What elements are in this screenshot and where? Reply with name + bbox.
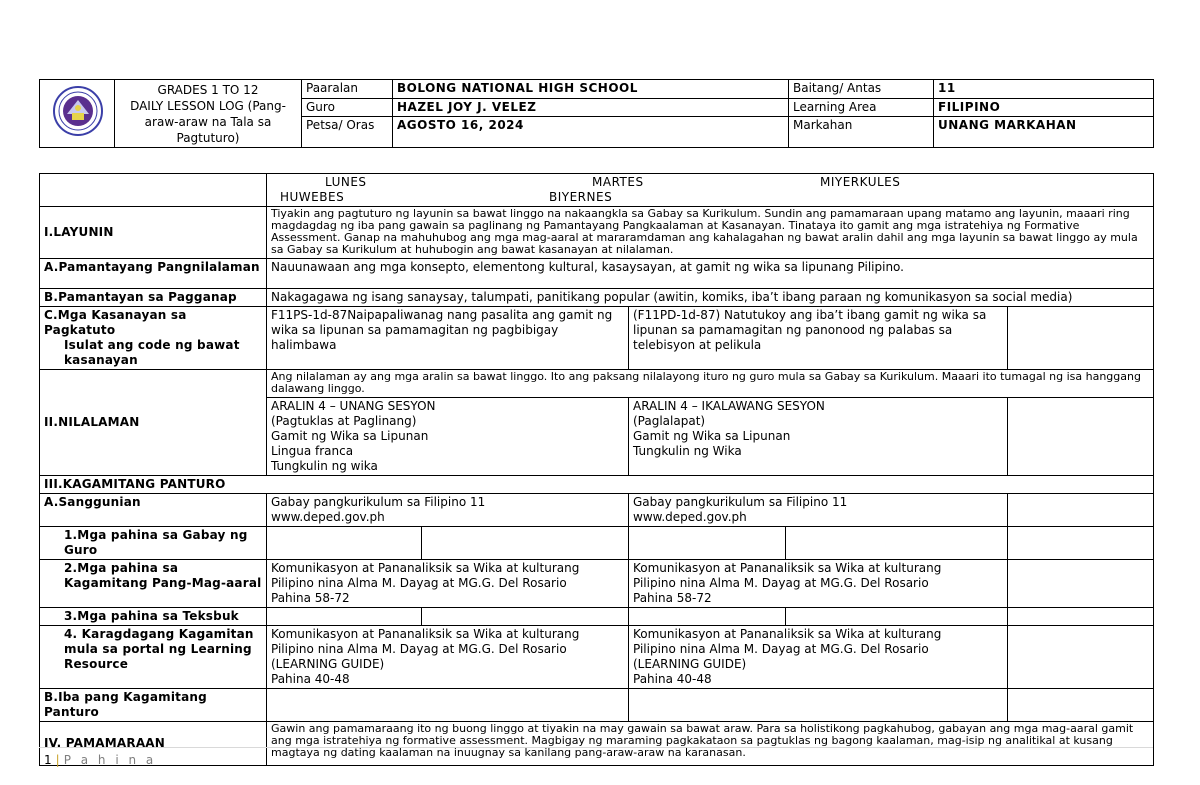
sanggunian-label: A.Sanggunian	[40, 494, 267, 527]
footer-separator: |	[55, 753, 60, 767]
log-title-line: Pagtuturo)	[176, 131, 240, 145]
pamantayang-pangnilalaman-label: A.Pamantayang Pangnilalaman	[40, 259, 267, 289]
gabay-cell	[629, 527, 786, 560]
kasanayan-label-note: Isulat ang code ng bawat kasanayan	[64, 338, 240, 367]
days-blank-cell	[40, 174, 267, 207]
layunin-label: I.LAYUNIN	[40, 207, 267, 259]
karagdagan-line: (LEARNING GUIDE)	[633, 657, 747, 671]
log-title	[115, 80, 302, 148]
nilalaman-line: (Paglalapat)	[633, 414, 706, 428]
sanggunian-col3	[1008, 494, 1154, 527]
nilalaman-line: Tungkulin ng wika	[271, 459, 378, 473]
nilalaman-col3	[1008, 398, 1154, 476]
iba-pang-kagamitan-label: B.Iba pang Kagamitang Panturo	[40, 689, 267, 722]
karagdagan-line: Pahina 40-48	[271, 672, 350, 686]
karagdagan-line: Pilipino nina Alma M. Dayag at MG.G. Del Rosario	[271, 642, 567, 656]
deped-seal-icon	[53, 86, 103, 136]
karagdagan-col2	[629, 626, 1008, 689]
karagdagan-line: Komunikasyon at Pananaliksik sa Wika at kulturang	[633, 627, 942, 641]
sanggunian-col1	[267, 494, 629, 527]
kagamitang-line: Komunikasyon at Pananaliksik sa Wika at kulturang	[633, 561, 942, 575]
quarter-value: UNANG MARKAHAN	[934, 117, 1154, 148]
pamantayan-sa-pagganap-text: Nakagagawa ng isang sanaysay, talumpati, panitikang popular (awitin, komiks, iba’t ibang paraan ng komunikasyon sa social media)	[267, 289, 1154, 307]
learning-area-value: FILIPINO	[934, 98, 1154, 117]
nilalaman-line: Lingua franca	[271, 444, 354, 458]
school-label: Paaralan	[302, 80, 393, 99]
nilalaman-line: Gamit ng Wika sa Lipunan	[271, 429, 429, 443]
day-martes: MARTES	[592, 175, 644, 189]
kagamitang-line: Pahina 58-72	[633, 591, 712, 605]
kagamitang-col1	[267, 560, 629, 608]
teacher-label: Guro	[302, 98, 393, 117]
kagamitang-line: Pahina 58-72	[271, 591, 350, 605]
gabay-label: 1.Mga pahina sa Gabay ng Guro	[40, 527, 267, 560]
kasanayan-label	[40, 307, 267, 370]
kasanayan-col2: (F11PD-1d-87) Natutukoy ang iba’t ibang gamit ng wika sa lipunan sa pamamagitan ng panonood ng palabas sa telebisyon at pelikula	[629, 307, 1008, 370]
nilalaman-line: ARALIN 4 – IKALAWANG SESYON	[633, 399, 825, 413]
log-title-line: araw-araw na Tala sa	[144, 115, 272, 129]
day-miyerkules: MIYERKULES	[820, 175, 901, 189]
log-title-line: DAILY LESSON LOG (Pang-	[130, 99, 286, 113]
kagamitang-line: Komunikasyon at Pananaliksik sa Wika at kulturang	[271, 561, 580, 575]
karagdagan-line: Pahina 40-48	[633, 672, 712, 686]
learning-area-label: Learning Area	[789, 98, 934, 117]
teksbuk-cell	[1008, 608, 1154, 626]
teksbuk-label: 3.Mga pahina sa Teksbuk	[40, 608, 267, 626]
header-table	[39, 79, 1154, 148]
kasanayan-label-title: C.Mga Kasanayan sa Pagkatuto	[44, 308, 187, 337]
date-value: AGOSTO 16, 2024	[393, 117, 789, 148]
karagdagan-col3	[1008, 626, 1154, 689]
nilalaman-label: II.NILALAMAN	[40, 370, 267, 476]
pamamaraan-label: IV. PAMAMARAAN	[40, 722, 267, 766]
grade-value: 11	[934, 80, 1154, 99]
day-huwebes: HUWEBES	[280, 190, 345, 204]
page-label: P a h i n a	[63, 753, 157, 767]
pamamaraan-text: Gawin ang pamamaraang ito ng buong linggo at tiyakin na may gawain sa bawat araw. Para sa holistikong pagkahubog, gabayan ang mga mag-aaral gamit ang mga istratehiya ng formative assessment. Magbigay ng maraming pagkakataon sa pagtuklas ng bagong kaalaman, mag-isip ng analitikal at kusang magtaya ng dating kaalaman na inuugnay sa kanilang pang-araw-araw na karanasan.	[267, 722, 1154, 766]
sanggunian-line: Gabay pangkurikulum sa Filipino 11	[271, 495, 486, 509]
nilalaman-line: (Pagtuklas at Paglinang)	[271, 414, 417, 428]
nilalaman-line: Tungkulin ng Wika	[633, 444, 742, 458]
teksbuk-cell	[629, 608, 786, 626]
karagdagan-col1	[267, 626, 629, 689]
iba-cell	[267, 689, 629, 722]
pamantayang-pangnilalaman-text: Nauunawaan ang mga konsepto, elementong kultural, kasaysayan, at gamit ng wika sa lipunang Pilipino.	[267, 259, 1154, 289]
nilalaman-line: ARALIN 4 – UNANG SESYON	[271, 399, 436, 413]
nilalaman-line: Gamit ng Wika sa Lipunan	[633, 429, 791, 443]
kagamitang-col3	[1008, 560, 1154, 608]
kagamitang-mag-aaral-label: 2.Mga pahina sa Kagamitang Pang-Mag-aaral	[40, 560, 267, 608]
sanggunian-line: Gabay pangkurikulum sa Filipino 11	[633, 495, 848, 509]
teacher-value: HAZEL JOY J. VELEZ	[393, 98, 789, 117]
date-label: Petsa/ Oras	[302, 117, 393, 148]
kagamitang-col2	[629, 560, 1008, 608]
days-header	[267, 174, 1154, 207]
grade-label: Baitang/ Antas	[789, 80, 934, 99]
pamantayan-sa-pagganap-label: B.Pamantayan sa Pagganap	[40, 289, 267, 307]
kasanayan-col3	[1008, 307, 1154, 370]
sanggunian-col2	[629, 494, 1008, 527]
kagamitang-line: Pilipino nina Alma M. Dayag at MG.G. Del Rosario	[633, 576, 929, 590]
karagdagan-line: (LEARNING GUIDE)	[271, 657, 385, 671]
page-number: 1	[44, 753, 52, 767]
day-biyernes: BIYERNES	[549, 190, 613, 204]
lesson-log-table	[39, 173, 1154, 766]
logo-cell	[40, 80, 115, 148]
quarter-label: Markahan	[789, 117, 934, 148]
school-value: BOLONG NATIONAL HIGH SCHOOL	[393, 80, 789, 99]
iba-cell	[1008, 689, 1154, 722]
nilalaman-col1	[267, 398, 629, 476]
karagdagan-label: 4. Karagdagang Kagamitan mula sa portal ng Learning Resource	[40, 626, 267, 689]
gabay-cell	[1008, 527, 1154, 560]
karagdagan-line: Pilipino nina Alma M. Dayag at MG.G. Del Rosario	[633, 642, 929, 656]
log-title-line: GRADES 1 TO 12	[157, 83, 259, 97]
gabay-cell	[267, 527, 422, 560]
gabay-cell	[786, 527, 1008, 560]
gabay-cell	[422, 527, 629, 560]
day-lunes: LUNES	[325, 175, 367, 189]
sanggunian-line: www.deped.gov.ph	[633, 510, 747, 524]
kagamitang-line: Pilipino nina Alma M. Dayag at MG.G. Del Rosario	[271, 576, 567, 590]
kasanayan-col1: F11PS-1d-87Naipapaliwanag nang pasalita ang gamit ng wika sa lipunan sa pamamagitan ng pagbibigay halimbawa	[267, 307, 629, 370]
page-footer	[44, 753, 156, 767]
nilalaman-note: Ang nilalaman ay ang mga aralin sa bawat linggo. Ito ang paksang nilalayong ituro ng guro mula sa Gabay sa Kurikulum. Maaari ito tumagal ng isa hanggang dalawang linggo.	[267, 370, 1154, 398]
teksbuk-cell	[422, 608, 629, 626]
kagamitan-label: III.KAGAMITANG PANTURO	[40, 476, 1154, 494]
teksbuk-cell	[786, 608, 1008, 626]
nilalaman-col2	[629, 398, 1008, 476]
sanggunian-line: www.deped.gov.ph	[271, 510, 385, 524]
iba-cell	[629, 689, 1008, 722]
karagdagan-line: Komunikasyon at Pananaliksik sa Wika at kulturang	[271, 627, 580, 641]
layunin-text: Tiyakin ang pagtuturo ng layunin sa bawat linggo na nakaangkla sa Gabay sa Kurikulum. Sundin ang pamamaraan upang matamo ang layunin, maaari ring magdagdag ng iba pang gawain sa paglinang ng Pamantayang Pangkaalaman at Kasanayan. Tinataya ito gamit ang mga istratehiya ng Formative Assessment. Ganap na mahuhubog ang mga mag-aaral at mararamdaman ang kahalagahan ng bawat aralin dahil ang mga layunin sa bawat linggo ay mula sa Gabay sa Kurikulum at huhubogin ang bawat kasanayan at nilalaman.	[267, 207, 1154, 259]
teksbuk-cell	[267, 608, 422, 626]
footer-divider	[39, 747, 1153, 748]
